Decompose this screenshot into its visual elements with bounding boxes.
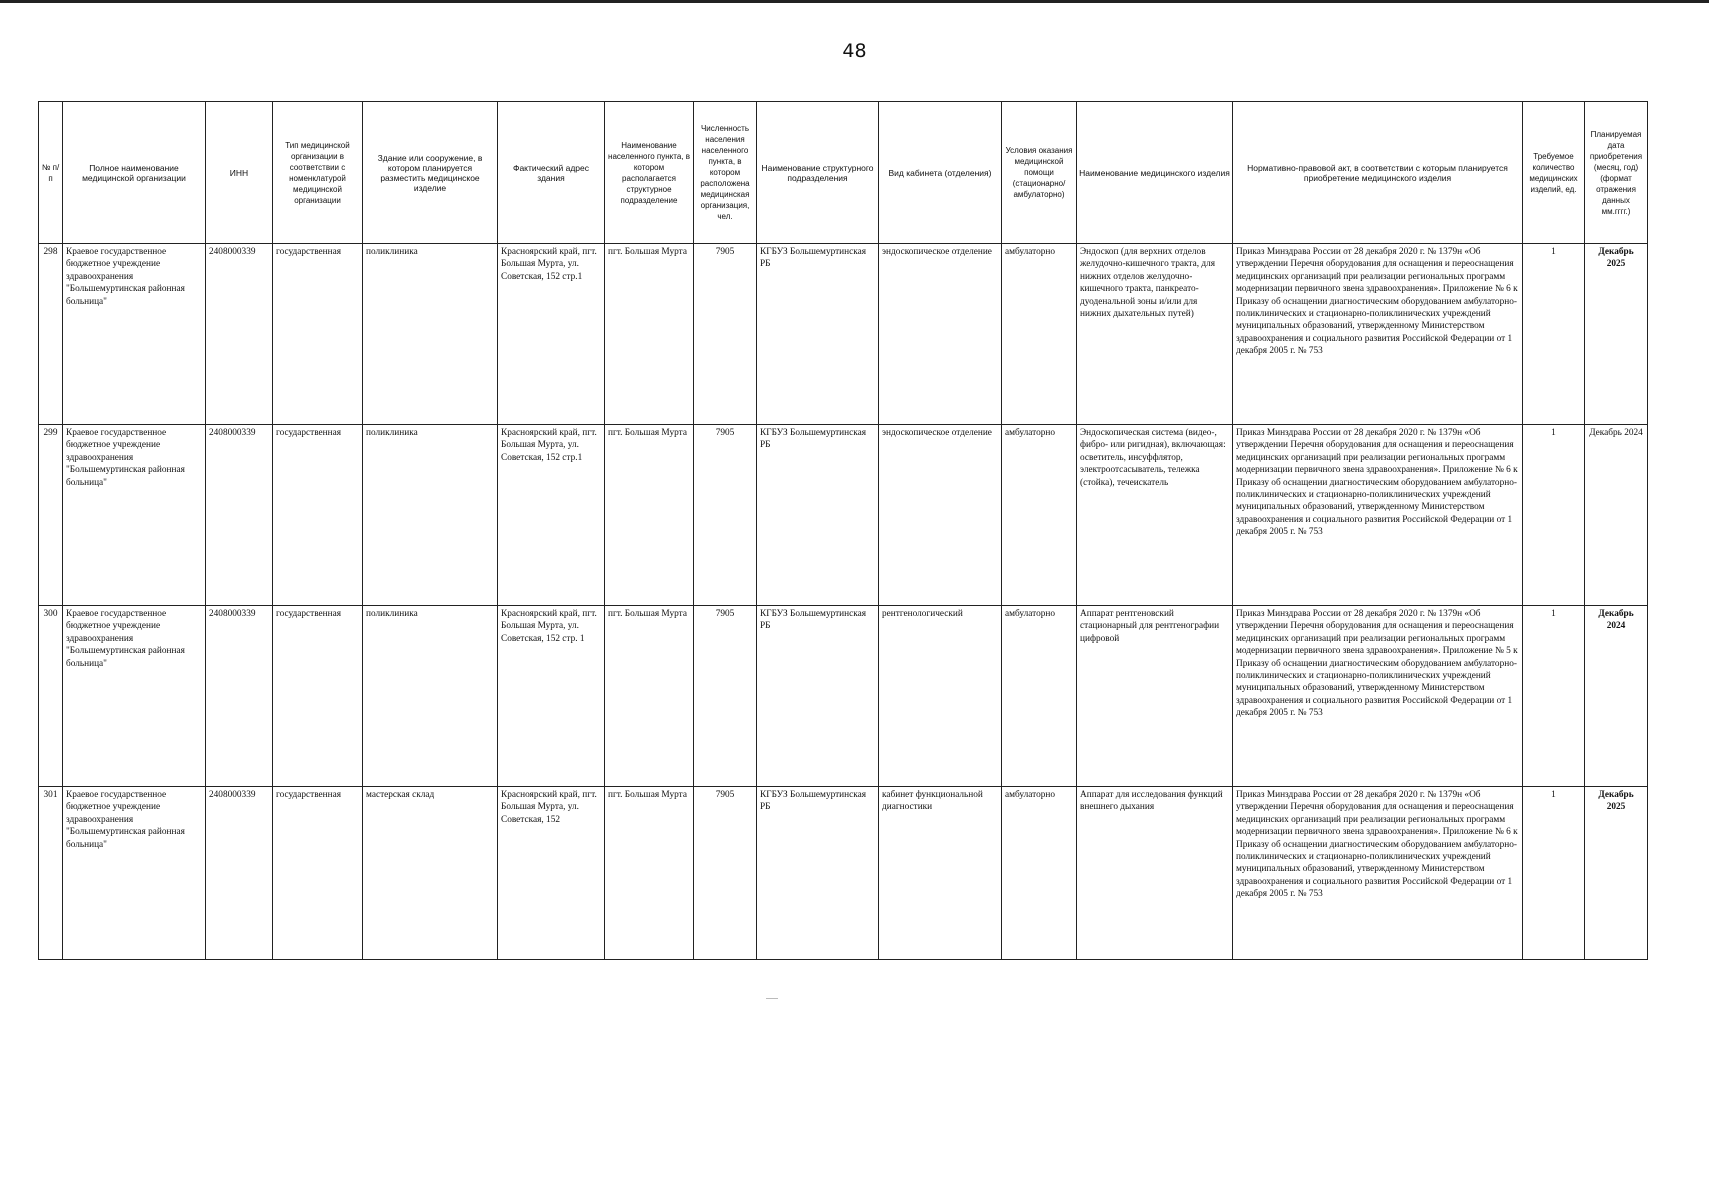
scan-artifact — [766, 998, 778, 999]
header-date-text: Планируемая дата приобретения (месяц, год) (формат отражения данных мм.гггг.) — [1589, 129, 1643, 216]
header-device — [1077, 102, 1233, 244]
cell-date: Декабрь 2025 — [1585, 244, 1648, 425]
cell-population: 7905 — [694, 787, 757, 960]
cell-unit: КГБУЗ Большемуртинская РБ — [757, 244, 879, 425]
cell-org-name: Краевое государственное бюджетное учреждение здравоохранения "Большемуртинская районная больница" — [63, 787, 206, 960]
cell-locality: пгт. Большая Мурта — [605, 425, 694, 606]
cell-num: 299 — [39, 425, 63, 606]
cell-cabinet: эндоскопическое отделение — [879, 244, 1002, 425]
header-inn — [206, 102, 273, 244]
header-building-text: Здание или сооружение, в котором планируется разместить медицинское изделие — [377, 152, 483, 193]
page-number: 48 — [842, 40, 867, 62]
header-org-name — [63, 102, 206, 244]
cell-qty: 1 — [1523, 425, 1585, 606]
cell-device: Аппарат рентгеновский стационарный для рентгенографии цифровой — [1077, 606, 1233, 787]
cell-legal-act: Приказ Минздрава России от 28 декабря 2020 г. № 1379н «Об утверждении Перечня оборудования для оснащения и переоснащения медицинских организаций при реализации региональных программ модернизации первичного звена здравоохранения». Приложение № 6 к Приказу об оснащении диагностическим оборудованием амбулаторно-поликлинических и стационарно-поликлинических учреждений муниципальных образований, утвержденному Министерством здравоохранения и социального развития Российской Федерации от 1 декабря 2005 г. № 753 — [1233, 425, 1523, 606]
cell-num: 300 — [39, 606, 63, 787]
header-legal-act-text: Нормативно-правовой акт, в соответствии с которым планируется приобретение медицинского изделия — [1247, 162, 1508, 183]
header-locality — [605, 102, 694, 244]
equipment-table-wrapper — [38, 101, 1648, 960]
header-qty — [1523, 102, 1585, 244]
cell-cabinet: рентгенологический — [879, 606, 1002, 787]
cell-org-type: государственная — [273, 425, 363, 606]
cell-device: Эндоскопическая система (видео-, фибро- или ригидная), включающая: осветитель, инсуффлятор, электроотсасыватель, тележка (стойка), течеискатель — [1077, 425, 1233, 606]
cell-qty: 1 — [1523, 606, 1585, 787]
cell-building: поликлиника — [363, 244, 498, 425]
cell-legal-act: Приказ Минздрава России от 28 декабря 2020 г. № 1379н «Об утверждении Перечня оборудования для оснащения и переоснащения медицинских организаций при реализации региональных программ модернизации первичного звена здравоохранения». Приложение № 6 к Приказу об оснащении диагностическим оборудованием амбулаторно-поликлинических и стационарно-поликлинических учреждений муниципальных образований, утвержденному Министерством здравоохранения и социального развития Российской Федерации от 1 декабря 2005 г. № 753 — [1233, 787, 1523, 960]
header-address-text: Фактический адрес здания — [512, 162, 590, 183]
cell-device: Эндоскоп (для верхних отделов желудочно-кишечного тракта, для нижних отделов желудочно-кишечного тракта, панкреато-дуоденальной зоны и/или для нижних дыхательных путей) — [1077, 244, 1233, 425]
cell-legal-act: Приказ Минздрава России от 28 декабря 2020 г. № 1379н «Об утверждении Перечня оборудования для оснащения и переоснащения медицинских организаций при реализации региональных программ модернизации первичного звена здравоохранения». Приложение № 5 к Приказу об оснащении диагностическим оборудованием амбулаторно-поликлинических и стационарно-поликлинических учреждений муниципальных образований, утвержденному Министерством здравоохранения и социального развития Российской Федерации от 1 декабря 2005 г. № 753 — [1233, 606, 1523, 787]
header-num — [39, 102, 63, 244]
cell-unit: КГБУЗ Большемуртинская РБ — [757, 606, 879, 787]
cell-device: Аппарат для исследования функций внешнего дыхания — [1077, 787, 1233, 960]
cell-org-type: государственная — [273, 244, 363, 425]
cell-inn: 2408000339 — [206, 787, 273, 960]
table-body — [39, 244, 1648, 960]
cell-num: 301 — [39, 787, 63, 960]
cell-address: Красноярский край, пгт. Большая Мурта, ул. Советская, 152 стр. 1 — [498, 606, 605, 787]
header-unit — [757, 102, 879, 244]
header-qty-text: Требуемое количество медицинских изделий, ед. — [1529, 151, 1578, 194]
header-inn-text: ИНН — [229, 167, 249, 178]
header-date — [1585, 102, 1648, 244]
cell-org-name: Краевое государственное бюджетное учреждение здравоохранения "Большемуртинская районная больница" — [63, 244, 206, 425]
header-row — [39, 102, 1648, 244]
cell-conditions: амбулаторно — [1002, 425, 1077, 606]
table-row — [39, 244, 1648, 425]
cell-unit: КГБУЗ Большемуртинская РБ — [757, 787, 879, 960]
cell-population: 7905 — [694, 425, 757, 606]
cell-conditions: амбулаторно — [1002, 787, 1077, 960]
header-conditions — [1002, 102, 1077, 244]
cell-qty: 1 — [1523, 787, 1585, 960]
cell-org-name: Краевое государственное бюджетное учреждение здравоохранения "Большемуртинская районная больница" — [63, 425, 206, 606]
header-num-text: № п/п — [41, 162, 60, 183]
cell-conditions: амбулаторно — [1002, 244, 1077, 425]
table-row — [39, 606, 1648, 787]
cell-locality: пгт. Большая Мурта — [605, 606, 694, 787]
cell-org-name: Краевое государственное бюджетное учреждение здравоохранения "Большемуртинская районная больница" — [63, 606, 206, 787]
header-building — [363, 102, 498, 244]
cell-population: 7905 — [694, 606, 757, 787]
cell-population: 7905 — [694, 244, 757, 425]
header-population-text: Численность населения населенного пункта, в котором расположена медицинская организация, чел. — [700, 124, 750, 221]
cell-qty: 1 — [1523, 244, 1585, 425]
cell-locality: пгт. Большая Мурта — [605, 244, 694, 425]
header-org-type — [273, 102, 363, 244]
header-device-text: Наименование медицинского изделия — [1079, 167, 1230, 178]
cell-address: Красноярский край, пгт. Большая Мурта, ул. Советская, 152 — [498, 787, 605, 960]
header-cabinet-text: Вид кабинета (отделения) — [888, 167, 992, 178]
cell-building: мастерская склад — [363, 787, 498, 960]
cell-building: поликлиника — [363, 606, 498, 787]
table-header — [39, 102, 1648, 244]
cell-org-type: государственная — [273, 606, 363, 787]
cell-conditions: амбулаторно — [1002, 606, 1077, 787]
cell-org-type: государственная — [273, 787, 363, 960]
header-org-name-text: Полное наименование медицинской организации — [82, 162, 186, 183]
header-address — [498, 102, 605, 244]
cell-address: Красноярский край, пгт. Большая Мурта, ул. Советская, 152 стр.1 — [498, 425, 605, 606]
cell-address: Красноярский край, пгт. Большая Мурта, ул. Советская, 152 стр.1 — [498, 244, 605, 425]
header-legal-act — [1233, 102, 1523, 244]
cell-unit: КГБУЗ Большемуртинская РБ — [757, 425, 879, 606]
header-cabinet — [879, 102, 1002, 244]
cell-legal-act: Приказ Минздрава России от 28 декабря 2020 г. № 1379н «Об утверждении Перечня оборудования для оснащения и переоснащения медицинских организаций при реализации региональных программ модернизации первичного звена здравоохранения». Приложение № 6 к Приказу об оснащении диагностическим оборудованием амбулаторно-поликлинических и стационарно-поликлинических учреждений муниципальных образований, утвержденному Министерством здравоохранения и социального развития Российской Федерации от 1 декабря 2005 г. № 753 — [1233, 244, 1523, 425]
cell-date: Декабрь 2024 — [1585, 425, 1648, 606]
header-unit-text: Наименование структурного подразделения — [761, 162, 874, 183]
header-locality-text: Наименование населенного пункта, в котором располагается структурное подразделение — [608, 140, 690, 205]
table-row — [39, 425, 1648, 606]
equipment-table — [38, 101, 1648, 960]
cell-inn: 2408000339 — [206, 606, 273, 787]
cell-cabinet: кабинет функциональной диагностики — [879, 787, 1002, 960]
cell-num: 298 — [39, 244, 63, 425]
cell-locality: пгт. Большая Мурта — [605, 787, 694, 960]
cell-date: Декабрь 2025 — [1585, 787, 1648, 960]
header-org-type-text: Тип медицинской организации в соответствии с номенклатурой медицинской организации — [285, 140, 350, 205]
cell-cabinet: эндоскопическое отделение — [879, 425, 1002, 606]
cell-date: Декабрь 2024 — [1585, 606, 1648, 787]
header-population — [694, 102, 757, 244]
cell-inn: 2408000339 — [206, 425, 273, 606]
table-row — [39, 787, 1648, 960]
header-conditions-text: Условия оказания медицинской помощи (стационарно/ амбулаторно) — [1005, 146, 1073, 199]
cell-inn: 2408000339 — [206, 244, 273, 425]
cell-building: поликлиника — [363, 425, 498, 606]
top-rule — [0, 0, 1709, 3]
